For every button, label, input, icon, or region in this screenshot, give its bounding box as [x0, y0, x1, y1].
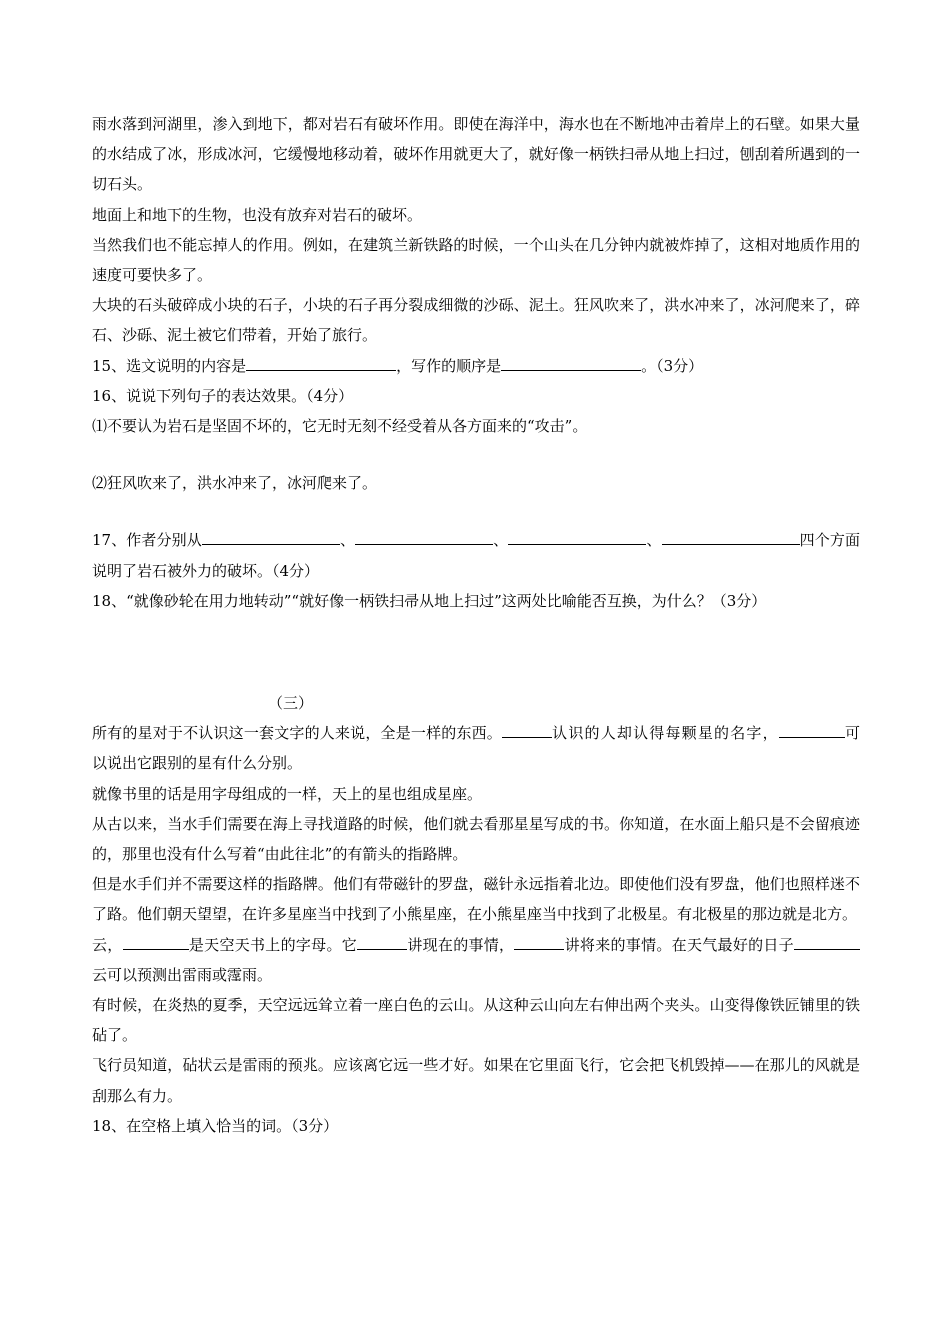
answer-blank[interactable] [501, 353, 641, 371]
answer-blank[interactable] [246, 353, 396, 371]
answer-blank[interactable] [357, 932, 407, 950]
question-16: 16、说说下列句子的表达效果。（4分） [92, 386, 354, 405]
passage-paragraph: 地面上和地下的生物，也没有放弃对岩石的破坏。 [92, 205, 423, 224]
passage-paragraph: 大块的石头破碎成小块的石子，小块的石子再分裂成细微的沙砾、泥土。狂风吹来了，洪水冲来了，冰河爬来了，碎石、沙砾、泥土被它们带着，开始了旅行。 [92, 296, 860, 345]
answer-blank[interactable] [514, 932, 564, 950]
passage-paragraph: 当然我们也不能忘掉人的作用。例如，在建筑兰新铁路的时候，一个山头在几分钟内就被炸掉了，这相对地质作用的速度可要快多了。 [92, 235, 860, 285]
question-18-fill-blank: 18、在空格上填入恰当的词。（3分） [92, 1116, 339, 1135]
passage-paragraph: 云， 是天空天书上的字母。它 讲现在的事情， 讲将来的事情。在天气最好的日子云可以预测出雷雨或霪雨。 [92, 930, 860, 990]
answer-blank[interactable] [123, 932, 189, 950]
answer-blank[interactable] [662, 527, 800, 545]
passage-paragraph: 从古以来，当水手们需要在海上寻找道路的时候，他们就去看那星星写成的书。你知道，在水面上船只是不会留痕迹的，那里也没有什么写着“由此往北”的有箭头的指路牌。 [92, 814, 860, 864]
answer-space[interactable] [92, 441, 860, 468]
passage-paragraph: 有时候，在炎热的夏季，天空远远耸立着一座白色的云山。从这种云山向左右伸出两个夹头。山变得像铁匠铺里的铁砧了。 [92, 996, 860, 1045]
answer-blank[interactable] [202, 527, 340, 545]
answer-space[interactable] [92, 498, 860, 525]
passage-paragraph: 但是水手们并不需要这样的指路牌。他们有带磁针的罗盘，磁针永远指着北边。即使他们没有罗盘，他们也照样迷不了路。他们朝天望望，在许多星座当中找到了小熊星座，在小熊星座当中找到了北极星。有北极星的那边就是北方。 [92, 875, 860, 924]
question-18: 18、“就像砂轮在用力地转动”“就好像一柄铁扫帚从地上扫过”这两处比喻能否互换，为什么？（3分） [92, 591, 767, 610]
answer-blank[interactable] [794, 932, 860, 950]
answer-blank[interactable] [779, 720, 845, 738]
answer-blank[interactable] [355, 527, 493, 545]
answer-blank[interactable] [502, 720, 552, 738]
document-page [92, 109, 860, 1141]
question-16-item-1: ⑴不要认为岩石是坚固不坏的，它无时无刻不经受着从各方面来的“攻击”。 [92, 417, 588, 436]
passage-paragraph: 所有的星对于不认识这一套文字的人来说，全是一样的东西。 认识的人却认得每颗星的名字， 可以说出它跟别的星有什么分别。 [92, 718, 860, 778]
answer-space[interactable] [92, 616, 860, 674]
question-16-item-2: ⑵狂风吹来了，洪水冲来了，冰河爬来了。 [92, 474, 378, 493]
section-title: （三） [268, 694, 314, 713]
passage-paragraph: 就像书里的话是用字母组成的一样，天上的星也组成星座。 [92, 784, 483, 803]
question-15: 15、选文说明的内容是 ，写作的顺序是 。（3分） [92, 351, 860, 381]
passage-paragraph: 雨水落到河湖里，渗入到地下，都对岩石有破坏作用。即使在海洋中，海水也在不断地冲击着岸上的石壁。如果大量的水结成了冰，形成冰河，它缓慢地移动着，破坏作用就更大了，就好像一柄铁扫帚从地上扫过，刨刮着所遇到的一切石头。 [92, 115, 860, 194]
question-17: 17、作者分别从 、 、 、 四个方面说明了岩石被外力的破坏。（4分） [92, 525, 860, 585]
passage-paragraph: 飞行员知道，砧状云是雷雨的预兆。应该离它远一些才好。如果在它里面飞行，它会把飞机毁掉——在那儿的风就是刮那么有力。 [92, 1056, 860, 1105]
answer-blank[interactable] [508, 527, 646, 545]
